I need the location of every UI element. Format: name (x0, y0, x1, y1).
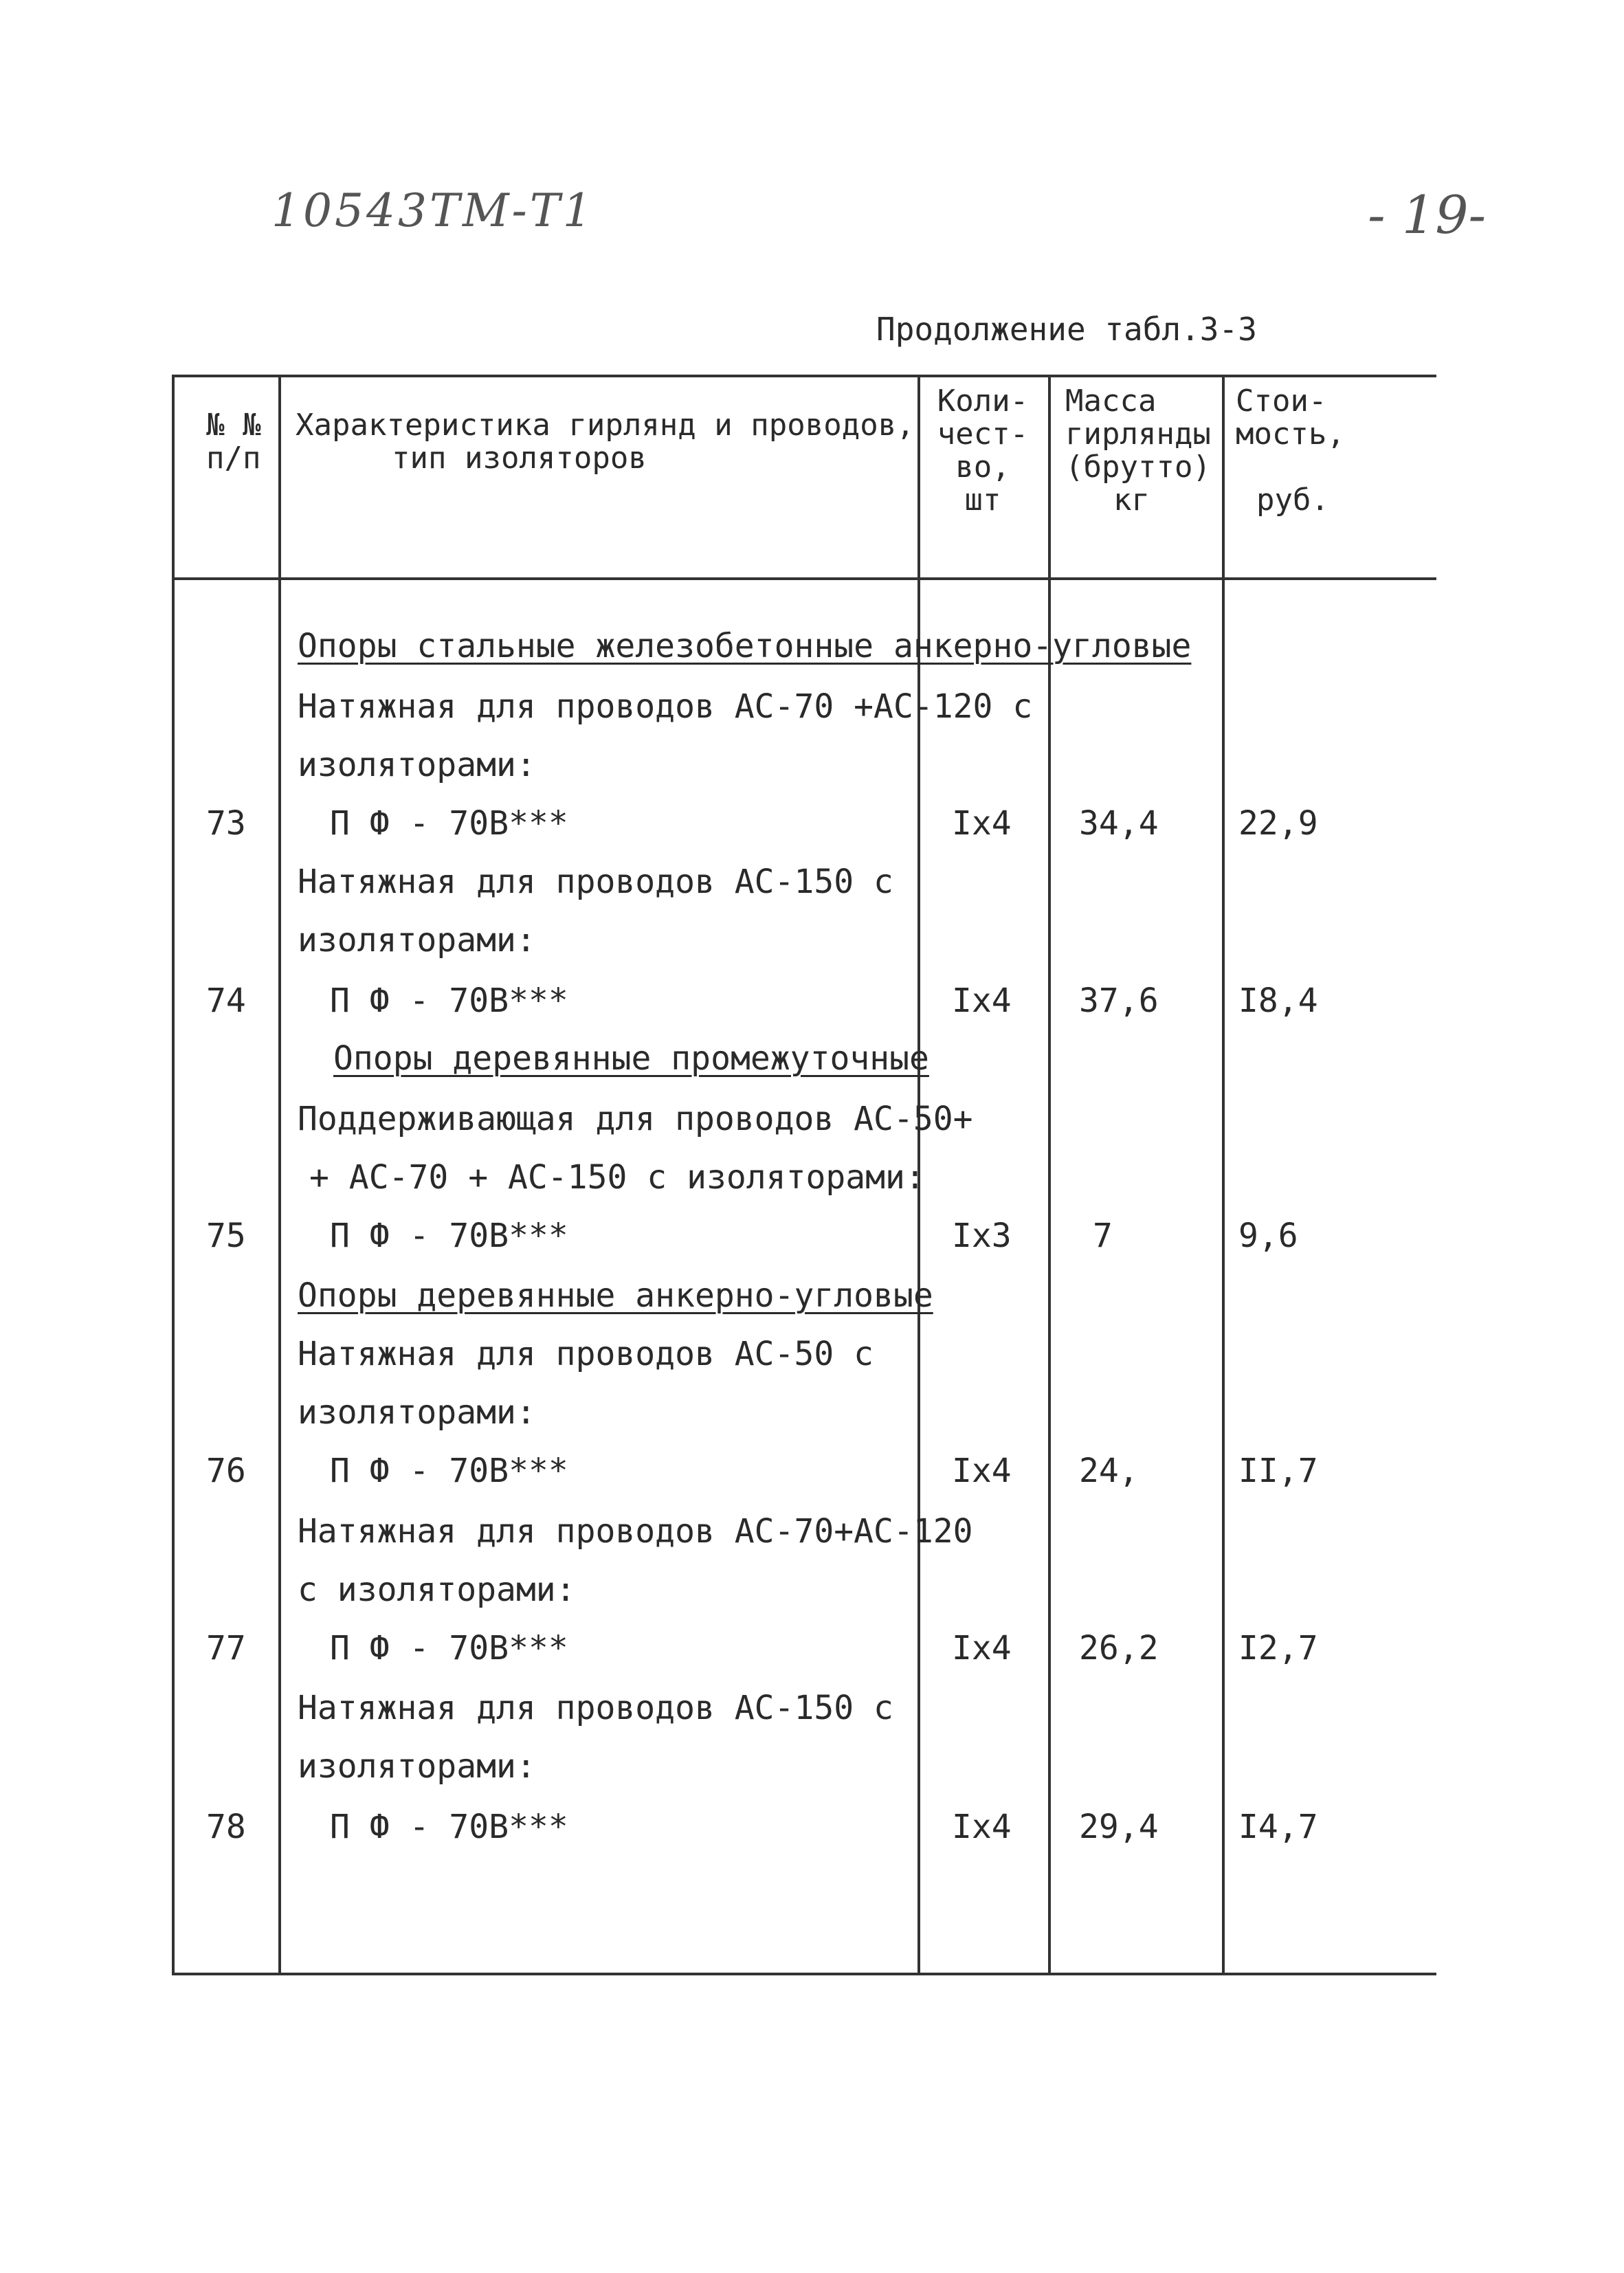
insulator-type: П Ф - 70В*** (330, 804, 568, 843)
row-cost: I4,7 (1238, 1808, 1318, 1846)
row-mass: 26,2 (1079, 1629, 1159, 1667)
table-top-border (172, 375, 1436, 377)
description-line: Поддерживающая для проводов АС-50+ (298, 1100, 973, 1138)
header-mass: Масса гирлянды (брутто) кг (1065, 384, 1211, 518)
row-number: 73 (206, 804, 246, 843)
row-mass: 7 (1093, 1217, 1113, 1255)
insulator-type: П Ф - 70В*** (330, 1452, 568, 1490)
description-line: Натяжная для проводов АС-150 с (298, 1689, 893, 1727)
row-cost: 22,9 (1238, 804, 1318, 843)
description-line: Натяжная для проводов АС-50 с (298, 1335, 874, 1373)
description-line: изоляторами: (298, 746, 536, 784)
column-line-mass (1222, 375, 1225, 1975)
row-number: 76 (206, 1452, 246, 1490)
row-quantity: Iх4 (952, 1629, 1012, 1667)
row-number: 78 (206, 1808, 246, 1846)
header-quantity: Коли- чест- во, шт (937, 384, 1029, 518)
column-line-left (172, 375, 175, 1975)
continuation-label: Продолжение табл.3-3 (876, 311, 1257, 348)
header-description: Характеристика гирлянд и проводов, тип изоляторов (296, 408, 915, 476)
row-quantity: Iх4 (952, 1452, 1012, 1490)
row-mass: 24, (1079, 1452, 1139, 1490)
row-quantity: Iх4 (952, 982, 1012, 1020)
table-bottom-border (172, 1973, 1436, 1975)
column-line-num (278, 375, 281, 1975)
insulator-type: П Ф - 70В*** (330, 1808, 568, 1846)
row-mass: 37,6 (1079, 982, 1159, 1020)
section-title: Опоры деревянные промежуточные (333, 1039, 929, 1078)
description-line: Натяжная для проводов АС-70 +АС-120 с (298, 687, 1033, 726)
row-number: 74 (206, 982, 246, 1020)
description-line: изоляторами: (298, 1393, 536, 1432)
row-cost: I8,4 (1238, 982, 1318, 1020)
header-bottom-border (172, 577, 1436, 580)
row-quantity: Iх4 (952, 804, 1012, 843)
row-cost: I2,7 (1238, 1629, 1318, 1667)
section-title: Опоры стальные железобетонные анкерно-угловые (298, 627, 1192, 665)
insulator-type: П Ф - 70В*** (330, 1629, 568, 1667)
insulator-type: П Ф - 70В*** (330, 982, 568, 1020)
document-code: 10543ТМ-Т1 (271, 184, 594, 237)
description-line: Натяжная для проводов АС-150 с (298, 863, 893, 901)
row-number: 75 (206, 1217, 246, 1255)
description-line: + АС-70 + АС-150 с изоляторами: (309, 1158, 925, 1197)
row-number: 77 (206, 1629, 246, 1667)
row-mass: 34,4 (1079, 804, 1159, 843)
column-line-qty (1048, 375, 1051, 1975)
row-quantity: Iх4 (952, 1808, 1012, 1846)
section-title: Опоры деревянные анкерно-угловые (298, 1276, 933, 1315)
header-num: № № п/п (206, 408, 261, 476)
insulator-type: П Ф - 70В*** (330, 1217, 568, 1255)
row-cost: 9,6 (1238, 1217, 1298, 1255)
description-line: изоляторами: (298, 921, 536, 960)
description-line: Натяжная для проводов АС-70+АС-120 (298, 1512, 973, 1551)
row-quantity: Iх3 (952, 1217, 1012, 1255)
page-number: - 19- (1368, 184, 1487, 245)
header-cost: Стои- мость, руб. (1236, 384, 1345, 518)
row-mass: 29,4 (1079, 1808, 1159, 1846)
description-line: изоляторами: (298, 1747, 536, 1786)
row-cost: II,7 (1238, 1452, 1318, 1490)
description-line: с изоляторами: (298, 1571, 576, 1609)
